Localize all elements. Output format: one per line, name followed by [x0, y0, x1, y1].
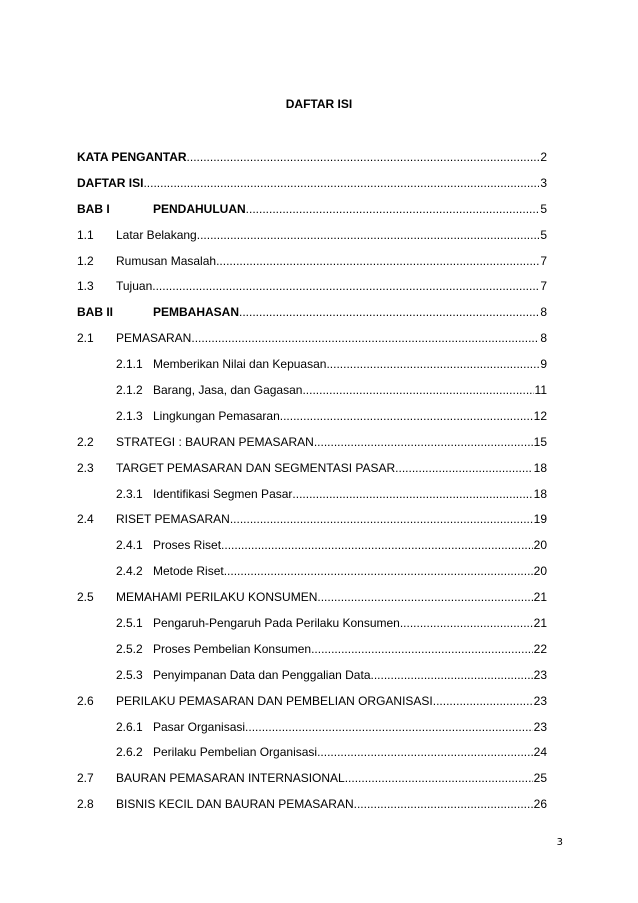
toc-subsection[interactable]	[77, 564, 547, 590]
toc-section-title: BISNIS KECIL DAN BAURAN PEMASARAN	[116, 797, 354, 812]
toc-entry-page: 8	[540, 331, 547, 346]
toc-section[interactable]	[77, 254, 547, 280]
toc-leader-dots	[191, 331, 539, 345]
toc-subsection-number: 2.1.2	[116, 383, 143, 398]
toc-section-title: RISET PEMASARAN	[116, 512, 230, 527]
toc-section[interactable]	[77, 279, 547, 305]
toc-leader-dots	[143, 176, 539, 190]
page-title: DAFTAR ISI	[285, 97, 353, 111]
toc-section-number: 2.1	[77, 331, 94, 346]
toc-subsection-number: 2.6.2	[116, 745, 143, 760]
toc-section-title: Latar Belakang	[116, 227, 197, 242]
toc-leader-dots	[292, 487, 532, 501]
toc-entry-page: 25	[533, 771, 547, 786]
toc-entry-page: 8	[540, 305, 547, 320]
toc-entry-page: 26	[533, 797, 547, 812]
toc-entry-page: 23	[533, 667, 547, 682]
toc-entry-page: 15	[533, 434, 547, 449]
toc-leader-dots	[152, 279, 539, 293]
toc-leader-dots	[395, 461, 532, 475]
toc-entry-page: 12	[533, 408, 547, 423]
toc-leader-dots	[230, 512, 533, 526]
toc-chapter-number: BAB I	[77, 201, 110, 216]
toc-leader-dots	[317, 590, 532, 604]
toc-entry-page: 7	[540, 279, 547, 294]
toc-subsection[interactable]	[77, 383, 547, 409]
toc-entry[interactable]	[77, 176, 547, 202]
toc-entry-page: 5	[540, 201, 547, 216]
toc-section[interactable]	[77, 331, 547, 357]
toc-entry-page: 23	[533, 719, 547, 734]
toc-subsection-number: 2.1.1	[116, 357, 143, 372]
toc-subsection-number: 2.1.3	[116, 408, 143, 423]
toc-subsection-title: Pasar Organisasi	[153, 719, 246, 734]
toc-leader-dots	[197, 228, 540, 242]
toc-entry-page: 24	[533, 745, 547, 760]
toc-leader-dots	[371, 668, 533, 682]
toc-section[interactable]	[77, 435, 547, 461]
toc-leader-dots	[311, 642, 533, 656]
toc-leader-dots	[314, 435, 533, 449]
toc-section-title: Tujuan	[116, 279, 153, 294]
toc-leader-dots	[317, 745, 533, 759]
toc-section-number: 1.3	[77, 279, 94, 294]
toc-entry-page: 9	[540, 357, 547, 372]
toc-chapter[interactable]	[77, 305, 547, 331]
toc-chapter-number: BAB II	[77, 305, 113, 320]
toc-entry[interactable]	[77, 150, 547, 176]
toc-section-number: 1.1	[77, 227, 94, 242]
toc-entry-page: 7	[540, 253, 547, 268]
toc-subsection-title: Memberikan Nilai dan Kepuasan	[153, 357, 327, 372]
toc-section-title: BAURAN PEMASARAN INTERNASIONAL	[116, 771, 345, 786]
toc-subsection[interactable]	[77, 720, 547, 746]
toc-leader-dots	[221, 538, 533, 552]
toc-section[interactable]	[77, 771, 547, 797]
toc-entry-page: 22	[533, 641, 547, 656]
toc-section[interactable]	[77, 590, 547, 616]
toc-entry-page: 20	[533, 538, 547, 553]
toc-subsection-number: 2.5.2	[116, 641, 143, 656]
toc-section-title: PERILAKU PEMASARAN DAN PEMBELIAN ORGANISASI	[116, 693, 433, 708]
toc-subsection-number: 2.5.1	[116, 616, 143, 631]
toc-entry-page: 19	[533, 512, 547, 527]
toc-entry-title: DAFTAR ISI	[77, 175, 144, 190]
toc-subsection[interactable]	[77, 487, 547, 513]
toc-entry-page: 18	[533, 486, 547, 501]
toc-subsection[interactable]	[77, 616, 547, 642]
toc-subsection-title: Proses Riset	[153, 538, 222, 553]
toc-subsection-number: 2.4.2	[116, 564, 143, 579]
toc-section[interactable]	[77, 694, 547, 720]
toc-leader-dots	[400, 616, 533, 630]
toc-leader-dots	[302, 383, 533, 397]
toc-leader-dots	[216, 254, 539, 268]
toc-section[interactable]	[77, 512, 547, 538]
toc-section-number: 2.4	[77, 512, 94, 527]
toc-entry-page: 5	[540, 227, 547, 242]
toc-subsection[interactable]	[77, 642, 547, 668]
toc-subsection[interactable]	[77, 745, 547, 771]
toc-entry-page: 21	[533, 590, 547, 605]
toc-section-number: 2.6	[77, 693, 94, 708]
toc-entry-page: 20	[533, 564, 547, 579]
toc-section-number: 2.8	[77, 797, 94, 812]
toc-entry-page: 21	[533, 616, 547, 631]
toc-section-number: 2.7	[77, 771, 94, 786]
toc-leader-dots	[345, 771, 533, 785]
toc-section-title: STRATEGI : BAURAN PEMASARAN	[116, 434, 314, 449]
toc-subsection-number: 2.5.3	[116, 667, 143, 682]
toc-subsection-title: Perilaku Pembelian Organisasi	[153, 745, 318, 760]
toc-section-number: 2.5	[77, 590, 94, 605]
page-number: 3	[556, 837, 563, 848]
toc-leader-dots	[245, 720, 533, 734]
toc-subsection-title: Barang, Jasa, dan Gagasan	[153, 383, 303, 398]
toc-entry-title: KATA PENGANTAR	[77, 150, 187, 164]
toc-leader-dots	[224, 564, 533, 578]
toc-leader-dots	[187, 150, 540, 164]
table-of-contents	[77, 150, 547, 823]
toc-section[interactable]	[77, 461, 547, 487]
toc-subsection[interactable]	[77, 538, 547, 564]
toc-chapter-title: PEMBAHASAN	[153, 305, 240, 320]
toc-subsection-title: Identifikasi Segmen Pasar	[153, 486, 293, 501]
toc-subsection[interactable]	[77, 357, 547, 383]
toc-section-number: 2.2	[77, 434, 94, 449]
toc-chapter-title: PENDAHULUAN	[153, 201, 246, 216]
toc-subsection[interactable]	[77, 668, 547, 694]
toc-section-title: PEMASARAN	[116, 331, 192, 346]
toc-subsection-number: 2.3.1	[116, 486, 143, 501]
toc-subsection-title: Pengaruh-Pengaruh Pada Perilaku Konsumen	[153, 616, 400, 631]
toc-subsection-number: 2.4.1	[116, 538, 143, 553]
toc-chapter[interactable]	[77, 202, 547, 228]
toc-section-title: MEMAHAMI PERILAKU KONSUMEN	[116, 590, 318, 605]
toc-leader-dots	[280, 409, 533, 423]
toc-leader-dots	[354, 797, 533, 811]
toc-entry-page: 11	[534, 383, 547, 398]
toc-section[interactable]	[77, 228, 547, 254]
toc-leader-dots	[326, 357, 539, 371]
toc-entry-page: 18	[533, 460, 547, 475]
toc-subsection-title: Lingkungan Pemasaran	[153, 408, 280, 423]
toc-subsection-title: Penyimpanan Data dan Penggalian Data	[153, 667, 371, 682]
toc-section-title: TARGET PEMASARAN DAN SEGMENTASI PASAR	[116, 460, 396, 475]
toc-subsection-title: Metode Riset	[153, 564, 224, 579]
toc-entry-page: 2	[540, 150, 547, 164]
toc-subsection-number: 2.6.1	[116, 719, 143, 734]
toc-leader-dots	[246, 202, 540, 216]
toc-leader-dots	[239, 305, 539, 319]
toc-entry-page: 23	[533, 693, 547, 708]
toc-subsection[interactable]	[77, 409, 547, 435]
toc-section-number: 1.2	[77, 253, 94, 268]
toc-section[interactable]	[77, 797, 547, 823]
toc-entry-page: 3	[540, 175, 547, 190]
toc-subsection-title: Proses Pembelian Konsumen	[153, 641, 312, 656]
toc-leader-dots	[433, 694, 533, 708]
toc-section-title: Rumusan Masalah	[116, 253, 217, 268]
toc-section-number: 2.3	[77, 460, 94, 475]
